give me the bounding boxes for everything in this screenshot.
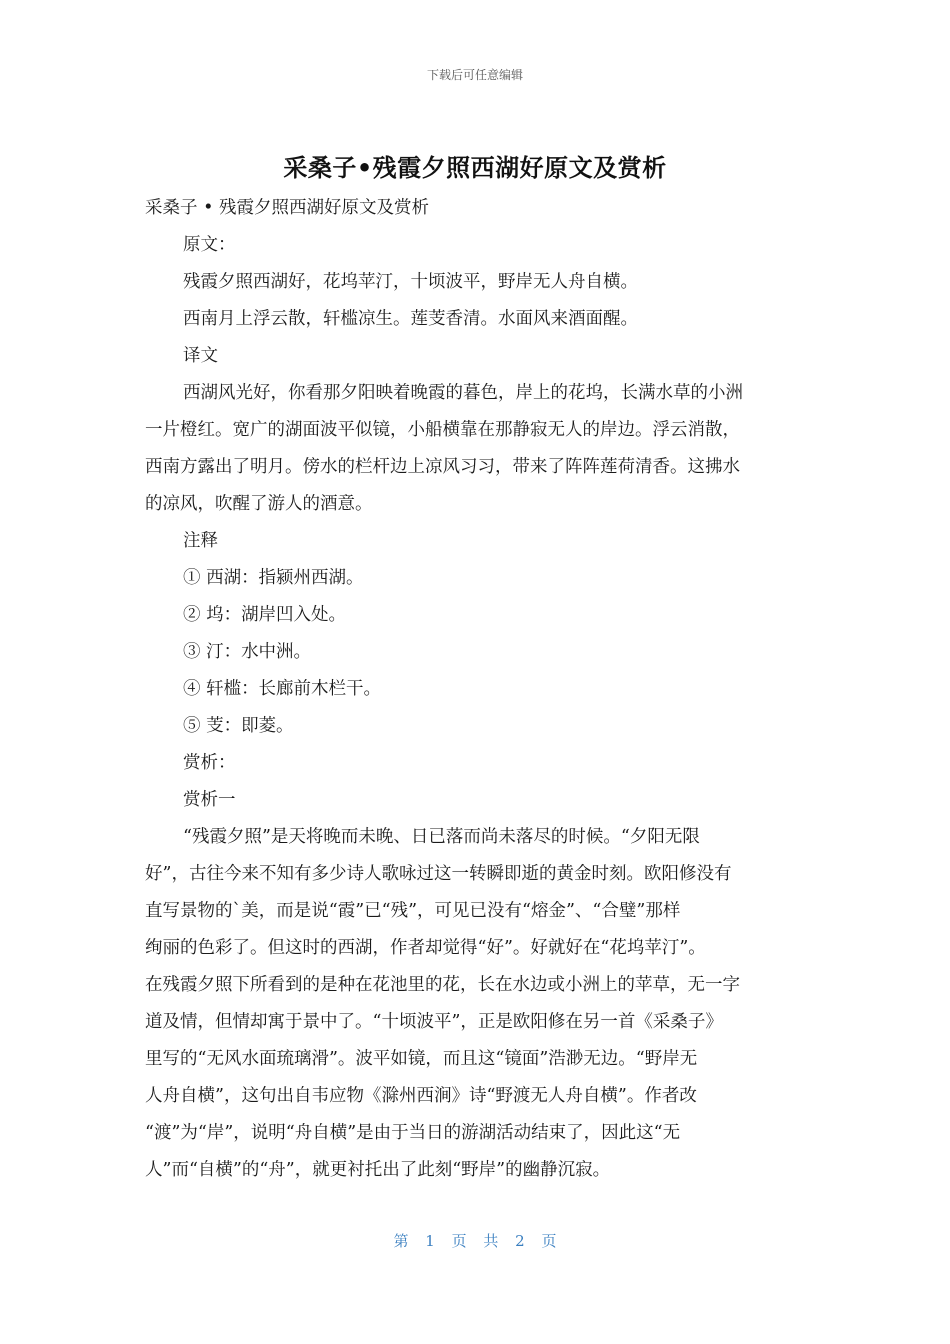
translation-line: 一片橙红。宽广的湖面波平似镜，小船横靠在那静寂无人的岸边。浮云消散， xyxy=(145,420,740,440)
translation-heading: 译文 xyxy=(183,346,218,366)
analysis-line: 道及情，但情却寓于景中了。“十顷波平”，正是欧阳修在另一首《采桑子》 xyxy=(145,1012,723,1032)
analysis-line: “渡”为“岸”，说明“舟自横”是由于当日的游湖活动结束了，因此这“无 xyxy=(145,1123,681,1143)
original-heading: 原文： xyxy=(183,235,236,255)
page-number-footer: 第 1 页 共 2 页 xyxy=(393,1232,557,1250)
analysis-line: 在残霞夕照下所看到的是种在花池里的花，长在水边或小洲上的苹草，无一字 xyxy=(145,975,740,995)
analysis-line: 人舟自横”，这句出自韦应物《滁州西涧》诗“野渡无人舟自横”。作者改 xyxy=(145,1086,697,1106)
note-item: ① 西湖：指颍州西湖。 xyxy=(183,568,364,588)
translation-paragraph xyxy=(145,375,805,523)
document-body xyxy=(145,190,805,1189)
analysis-line: 里写的“无风水面琉璃滑”。波平如镜，而且这“镜面”浩渺无边。“野岸无 xyxy=(145,1049,698,1069)
page-header-note: 下载后可任意编辑 xyxy=(426,68,523,82)
analysis-line: 直写景物的`美，而是说“霞”已“残”，可见已没有“熔金”、“合璧”那样 xyxy=(145,901,681,921)
translation-line: 西湖风光好，你看那夕阳映着晚霞的暮色，岸上的花坞，长满水草的小洲 xyxy=(183,383,743,403)
analysis-paragraph xyxy=(145,819,805,1189)
subtitle: 采桑子 • 残霞夕照西湖好原文及赏析 xyxy=(145,198,429,218)
analysis-line: 人”而“自横”的“舟”，就更衬托出了此刻“野岸”的幽静沉寂。 xyxy=(145,1160,611,1180)
translation-line: 的凉风，吹醒了游人的酒意。 xyxy=(145,494,373,514)
note-item: ③ 汀：水中洲。 xyxy=(183,642,312,662)
notes-heading: 注释 xyxy=(183,531,218,551)
analysis-heading: 赏析： xyxy=(183,753,236,773)
original-line-1: 残霞夕照西湖好，花坞苹汀，十顷波平，野岸无人舟自横。 xyxy=(183,272,638,292)
note-item: ② 坞：湖岸凹入处。 xyxy=(183,605,347,625)
note-item: ④ 轩槛：长廊前木栏干。 xyxy=(183,679,382,699)
analysis-line: “残霞夕照”是天将晚而未晚、日已落而尚未落尽的时候。“夕阳无限 xyxy=(183,827,700,847)
analysis-subheading: 赏析一 xyxy=(183,790,236,810)
document-title: 采桑子•残霞夕照西湖好原文及赏析 xyxy=(283,154,667,182)
analysis-line: 绚丽的色彩了。但这时的西湖，作者却觉得“好”。好就好在“花坞苹汀”。 xyxy=(145,938,706,958)
analysis-line: 好”，古往今来不知有多少诗人歌咏过这一转瞬即逝的黄金时刻。欧阳修没有 xyxy=(145,864,732,884)
original-line-2: 西南月上浮云散，轩槛凉生。莲芰香清。水面风来酒面醒。 xyxy=(183,309,638,329)
note-item: ⑤ 芰：即菱。 xyxy=(183,716,294,736)
translation-line: 西南方露出了明月。傍水的栏杆边上凉风习习，带来了阵阵莲荷清香。这拂水 xyxy=(145,457,740,477)
